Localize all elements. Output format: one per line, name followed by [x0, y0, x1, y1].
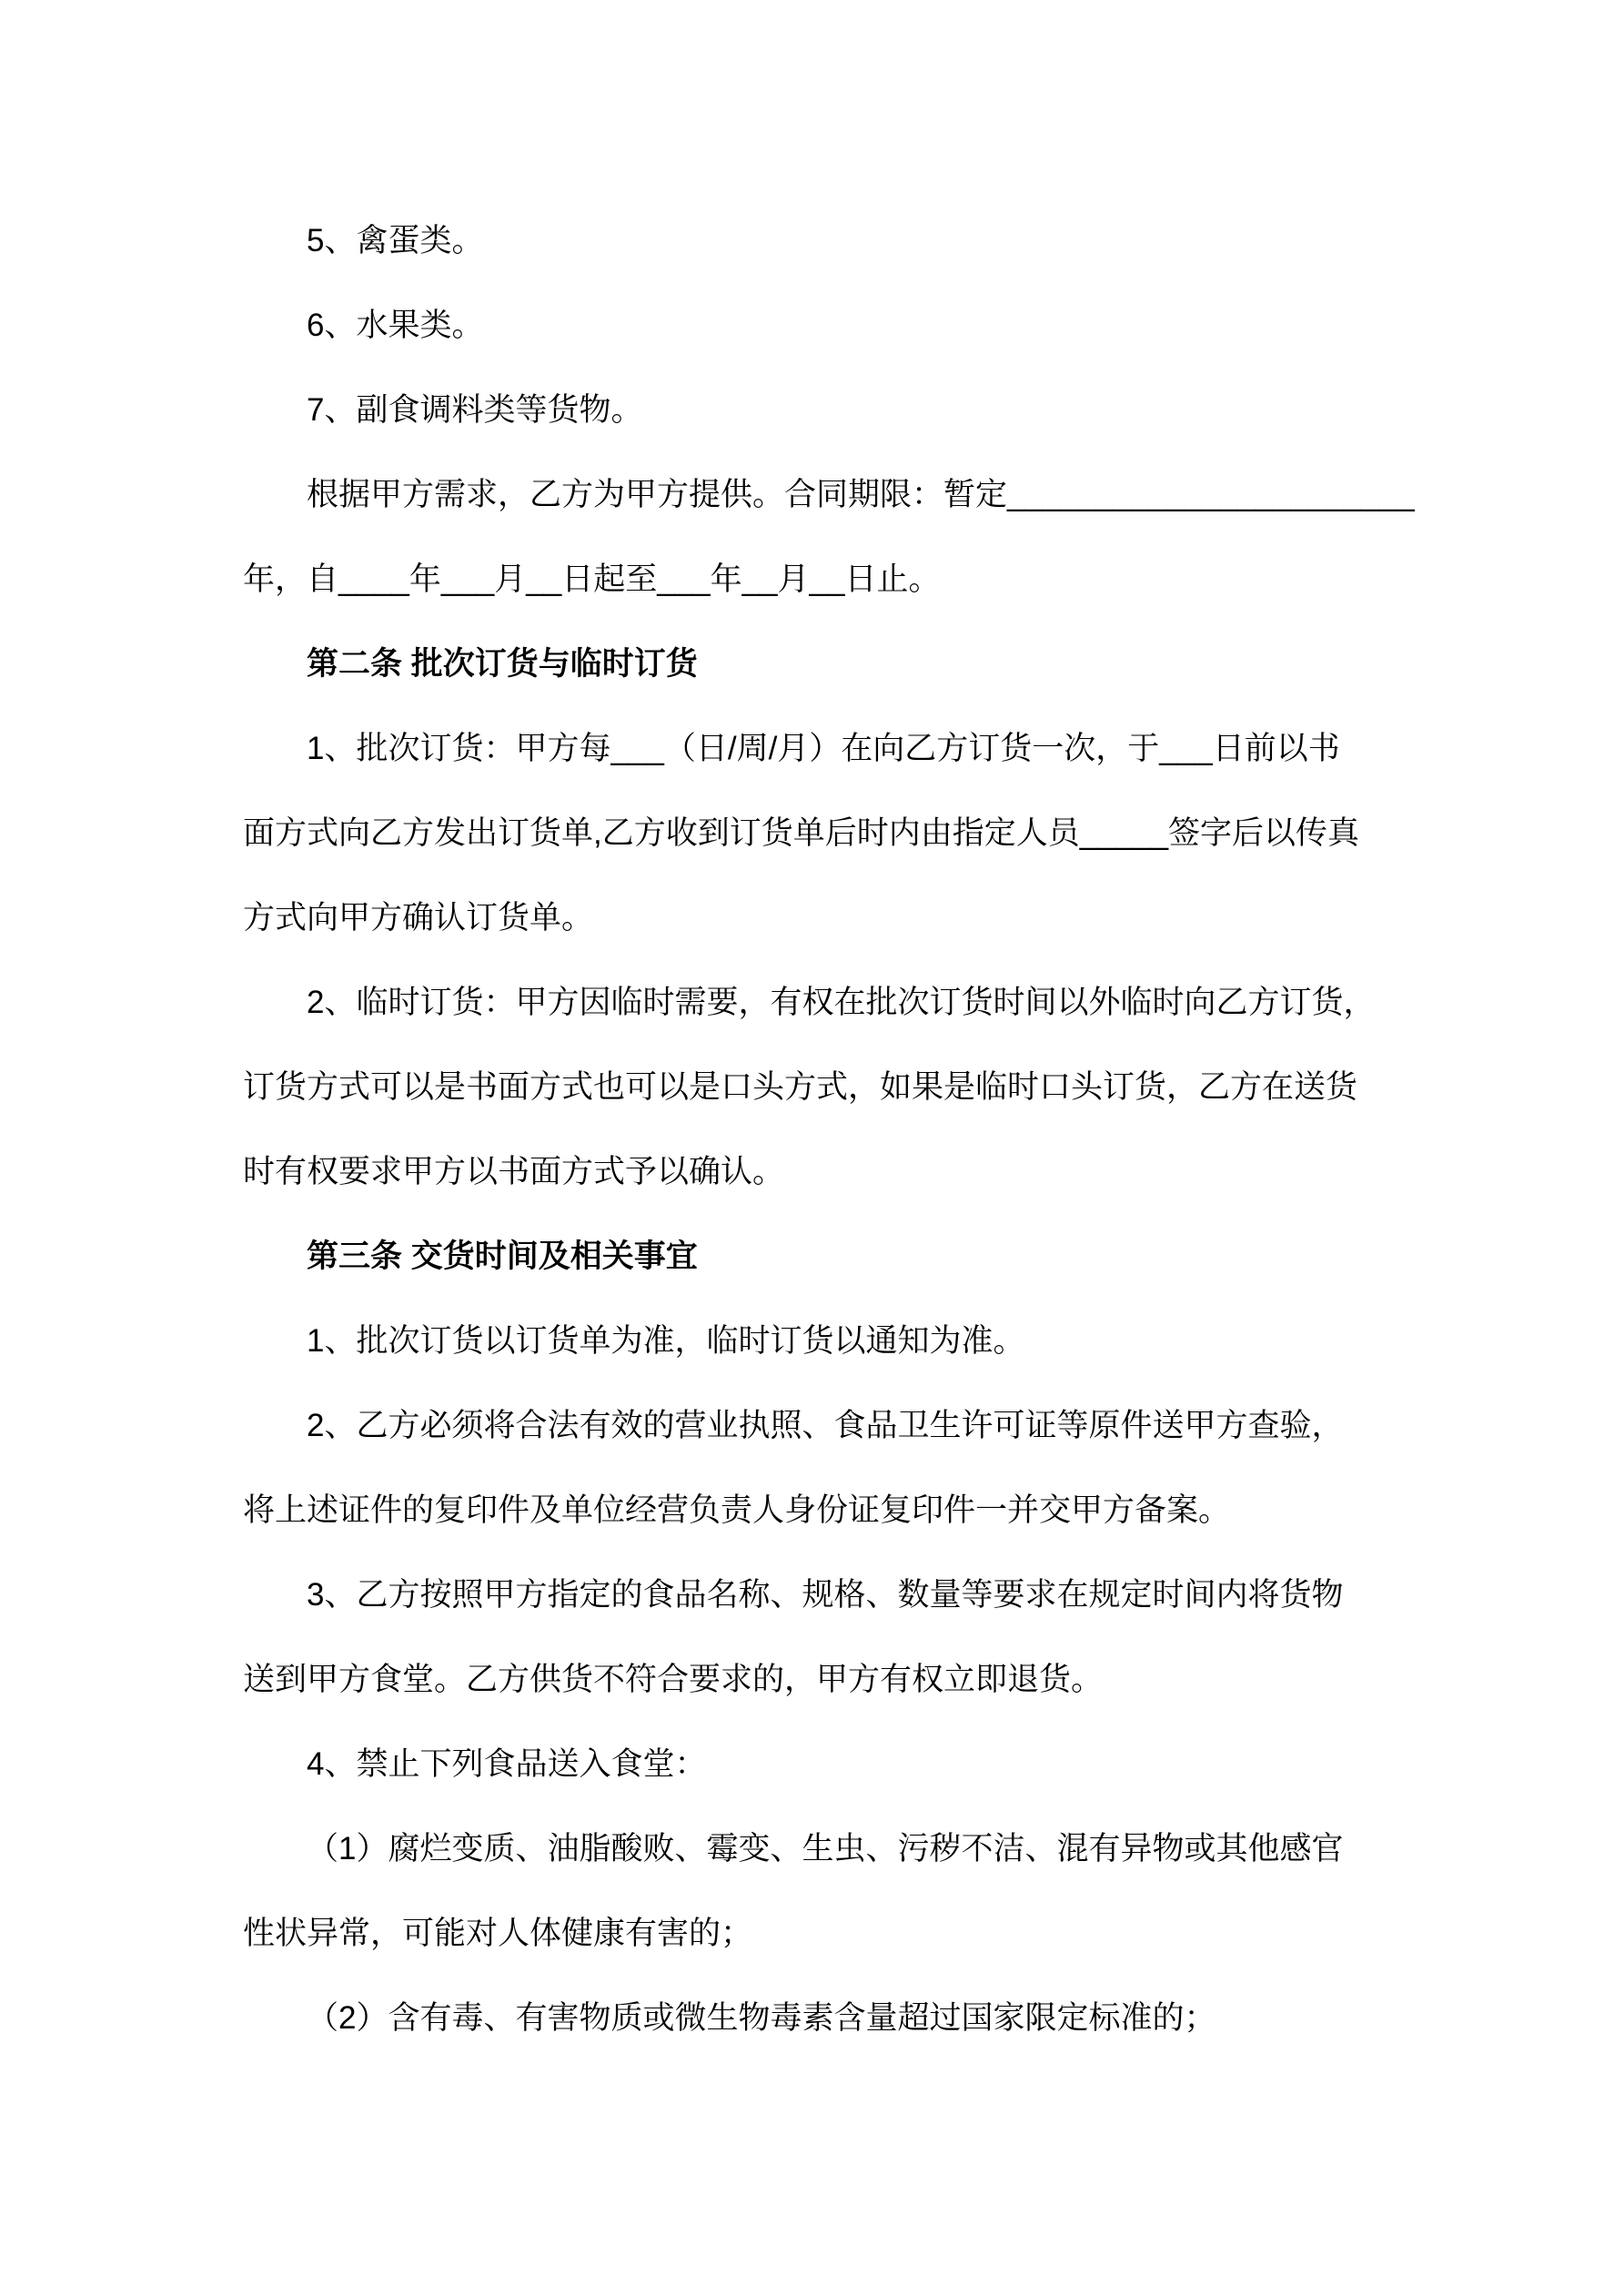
article-2-clause-1-line-1: 1、批次订货：甲方每___（日/周/月）在向乙方订货一次，于___日前以书 [307, 731, 1340, 766]
article-3-clause-4: 4、禁止下列食品送入食堂： [307, 1746, 707, 1782]
article-3-clause-4-item-1-line-1: （1）腐烂变质、油脂酸败、霉变、生虫、污秽不洁、混有异物或其他感官 [307, 1831, 1344, 1866]
article-2-clause-2-line-3: 时有权要求甲方以书面方式予以确认。 [243, 1154, 785, 1189]
article-3-clause-2-line-1: 2、乙方必须将合法有效的营业执照、食品卫生许可证等原件送甲方查验， [307, 1408, 1344, 1443]
article-3-clause-1: 1、批次订货以订货单为准，临时订货以通知为准。 [307, 1323, 1025, 1359]
goods-item-6: 6、水果类。 [307, 308, 484, 343]
article-2-clause-1-line-3: 方式向甲方确认订货单。 [243, 900, 594, 936]
article-3-heading: 第三条 交货时间及相关事宜 [307, 1239, 698, 1274]
contract-body [243, 198, 1415, 2060]
goods-item-7: 7、副食调料类等货物。 [307, 392, 643, 428]
goods-item-5: 5、禽蛋类。 [307, 223, 484, 258]
article-3-clause-4-item-2: （2）含有毒、有害物质或微生物毒素含量超过国家限定标准的； [307, 2000, 1216, 2036]
article-2-heading: 第二条 批次订货与临时订货 [307, 646, 698, 682]
article-3-clause-3-line-1: 3、乙方按照甲方指定的食品名称、规格、数量等要求在规定时间内将货物 [307, 1577, 1344, 1613]
article-2-clause-2-line-1: 2、临时订货：甲方因临时需要，有权在批次订货时间以外临时向乙方订货， [307, 985, 1376, 1020]
article-2-clause-1-line-2: 面方式向乙方发出订货单,乙方收到订货单后时内由指定人员_____签字后以传真 [243, 815, 1360, 851]
article-3-clause-2-line-2: 将上述证件的复印件及单位经营负责人身份证复印件一并交甲方备案。 [243, 1492, 1231, 1528]
contract-term-line-2: 年，自____年___月__日起至___年__月__日止。 [243, 561, 941, 597]
article-3-clause-3-line-2: 送到甲方食堂。乙方供货不符合要求的，甲方有权立即退货。 [243, 1662, 1104, 1697]
contract-term-line-1: 根据甲方需求，乙方为甲方提供。合同期限：暂定_______________________ [307, 477, 1415, 512]
article-3-clause-4-item-1-line-2: 性状异常，可能对人体健康有害的； [243, 1916, 753, 1951]
article-2-clause-2-line-2: 订货方式可以是书面方式也可以是口头方式，如果是临时口头订货，乙方在送货 [243, 1069, 1358, 1105]
